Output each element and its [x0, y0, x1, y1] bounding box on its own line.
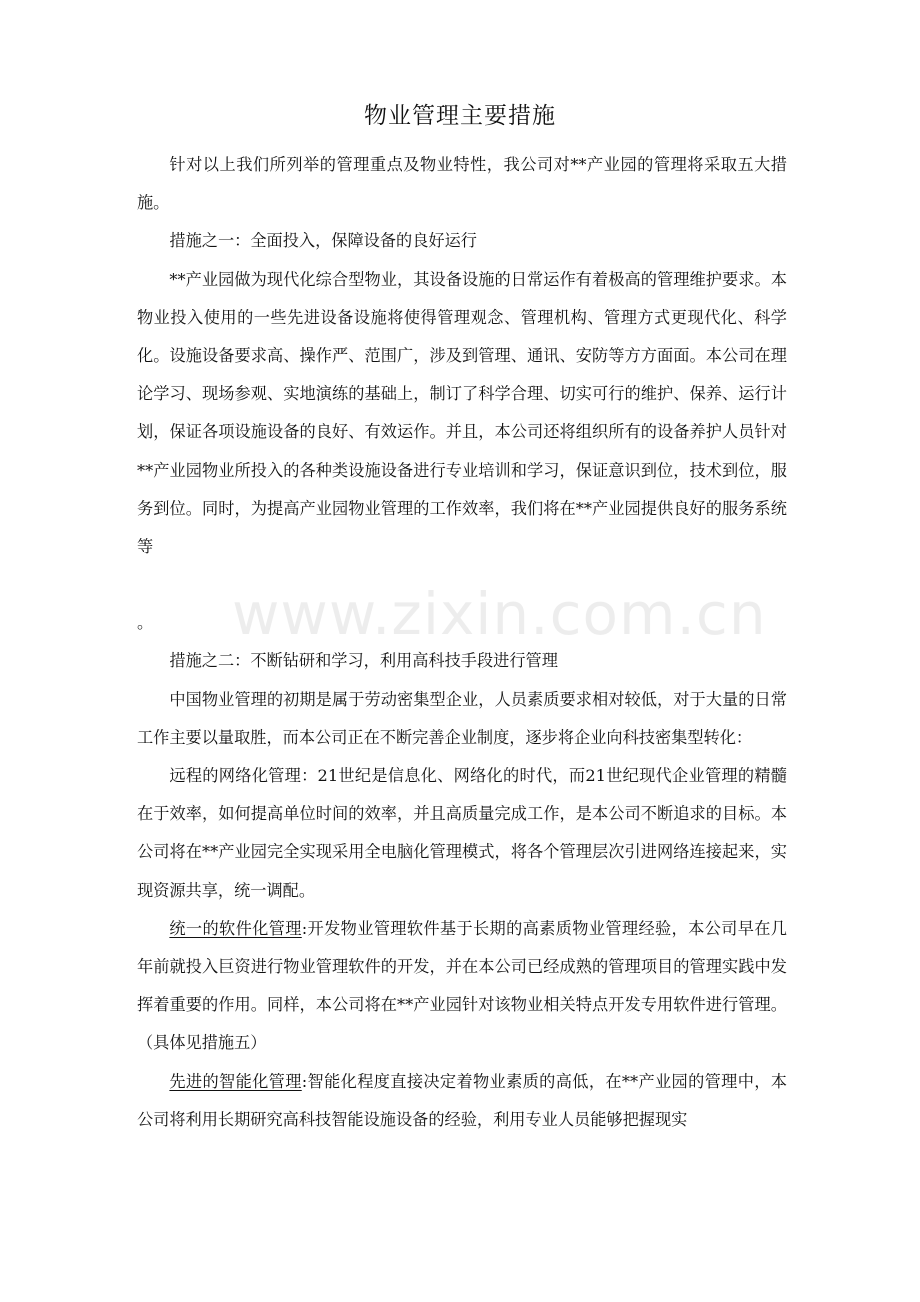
software-management-text: :开发物业管理软件基于长期的高素质物业管理经验，本公司早在几年前就投入巨资进行物业管理软件的开发，并在本公司已经成熟的管理项目的管理实践中发挥着重要的作用。同样，本公司将在**产业园针对该物业相关特点开发专用软件进行管理。（具体见措施五）	[137, 918, 787, 1053]
software-management-label: 统一的软件化管理	[169, 918, 302, 938]
paragraph-software-management	[137, 910, 787, 1063]
paragraph-intro: 针对以上我们所列举的管理重点及物业特性，我公司对**产业园的管理将采取五大措施。	[137, 155, 787, 213]
paragraph-intelligent-management	[137, 1063, 787, 1139]
paragraph-period: 。	[137, 613, 154, 633]
document-body	[137, 146, 787, 1139]
intelligent-management-label: 先进的智能化管理	[169, 1071, 302, 1091]
paragraph-industry: 中国物业管理的初期是属于劳动密集型企业，人员素质要求相对较低，对于大量的日常工作主要以量取胜，而本公司正在不断完善企业制度，逐步将企业向科技密集型转化：	[137, 689, 787, 747]
document-title: 物业管理主要措施	[364, 103, 556, 129]
paragraph-equipment: **产业园做为现代化综合型物业，其设备设施的日常运作有着极高的管理维护要求。本物业投入使用的一些先进设备设施将使得管理观念、管理机构、管理方式更现代化、科学化。设施设备要求高、操作严、范围广，涉及到管理、通讯、安防等方方面面。本公司在理论学习、现场参观、实地演练的基础上，制订了科学合理、切实可行的维护、保养、运行计划，保证各项设施设备的良好、有效运作。并且，本公司还将组织所有的设备养护人员针对**产业园物业所投入的各种类设施设备进行专业培训和学习，保证意识到位，技术到位，服务到位。同时，为提高产业园物业管理的工作效率，我们将在**产业园提供良好的服务系统等	[137, 269, 787, 557]
paragraph-network-management: 远程的网络化管理：21世纪是信息化、网络化的时代，而21世纪现代企业管理的精髓在于效率，如何提高单位时间的效率，并且高质量完成工作，是本公司不断追求的目标。本公司将在**产业园完全实现采用全电脑化管理模式，将各个管理层次引进网络连接起来，实现资源共享，统一调配。	[137, 766, 787, 900]
heading-measure-one: 措施之一：全面投入，保障设备的良好运行	[169, 231, 477, 251]
heading-measure-two: 措施之二：不断钻研和学习，利用高科技手段进行管理	[169, 651, 558, 671]
intelligent-management-text: :智能化程度直接决定着物业素质的高低，在**产业园的管理中，本公司将利用长期研究高科技智能设施设备的经验，利用专业人员能够把握现实	[137, 1071, 787, 1129]
watermark: www.zixin.com.cn	[232, 580, 767, 648]
